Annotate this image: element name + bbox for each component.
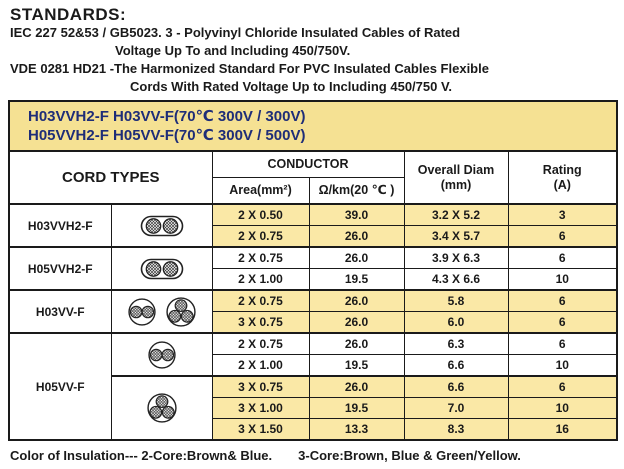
cell-rating: 6 xyxy=(508,333,617,355)
cell-area: 2 X 0.75 xyxy=(212,333,309,355)
cell-ohm: 19.5 xyxy=(309,398,404,419)
round-3core-cable-icon xyxy=(146,392,178,424)
cell-area: 2 X 0.75 xyxy=(212,247,309,269)
cell-area: 2 X 0.75 xyxy=(212,226,309,248)
cell-ohm: 19.5 xyxy=(309,269,404,291)
table-row xyxy=(9,247,617,269)
cell-area: 2 X 1.00 xyxy=(212,269,309,291)
cable-spec-table xyxy=(8,100,618,441)
cell-ohm: 39.0 xyxy=(309,204,404,226)
cell-diam: 6.3 xyxy=(404,333,508,355)
group-icon-cell xyxy=(111,204,212,247)
group-icon-cell xyxy=(111,290,212,333)
flat-twin-2core-cable-icon xyxy=(140,257,184,281)
cell-rating: 6 xyxy=(508,312,617,334)
cell-ohm: 26.0 xyxy=(309,247,404,269)
standard-line-vde: VDE 0281 HD21 -The Harmonized Standard For PVC Insulated Cables Flexible xyxy=(10,61,489,76)
standard-line-iec: IEC 227 52&53 / GB5023. 3 - Polyvinyl Chloride Insulated Cables of Rated xyxy=(10,25,461,40)
title-band xyxy=(9,101,617,151)
header-conductor: CONDUCTOR xyxy=(212,151,404,178)
cell-area: 2 X 0.75 xyxy=(212,290,309,312)
insulation-color-3core: 3-Core:Brown, Blue & Green/Yellow. xyxy=(298,448,521,463)
title-band-line1: H03VVH2-F H03VV-F(70℃ 300V / 300V) xyxy=(28,108,306,125)
group-label-h05vvh2f: H05VVH2-F xyxy=(9,247,111,290)
header-overall-diam xyxy=(404,151,508,204)
group-label-h05vvf: H05VV-F xyxy=(9,333,111,440)
cell-ohm: 26.0 xyxy=(309,290,404,312)
cell-diam: 6.0 xyxy=(404,312,508,334)
group-label-h03vvh2f: H03VVH2-F xyxy=(9,204,111,247)
cell-rating: 3 xyxy=(508,204,617,226)
header-cord-types: CORD TYPES xyxy=(9,151,212,204)
table-row xyxy=(9,290,617,312)
cell-rating: 10 xyxy=(508,269,617,291)
cell-area: 3 X 1.50 xyxy=(212,419,309,441)
round-3core-cable-icon xyxy=(165,296,197,328)
standard-line-vde-cont: Cords With Rated Voltage Up to Including 450/750 V. xyxy=(130,79,453,94)
insulation-color-2core: Color of Insulation--- 2-Core:Brown& Blue. xyxy=(10,448,273,463)
cell-rating: 16 xyxy=(508,419,617,441)
group-icon-cell xyxy=(111,247,212,290)
cell-diam: 7.0 xyxy=(404,398,508,419)
cell-rating: 6 xyxy=(508,290,617,312)
cell-rating: 6 xyxy=(508,376,617,398)
cell-ohm: 19.5 xyxy=(309,355,404,377)
cell-diam: 8.3 xyxy=(404,419,508,441)
title-band-row xyxy=(9,101,617,151)
cell-area: 3 X 1.00 xyxy=(212,398,309,419)
header-row-1 xyxy=(9,151,617,178)
cell-diam: 3.9 X 6.3 xyxy=(404,247,508,269)
cell-diam: 6.6 xyxy=(404,355,508,377)
group-icon-cell xyxy=(111,333,212,376)
cell-diam: 6.6 xyxy=(404,376,508,398)
group-icon-cell xyxy=(111,376,212,440)
flat-twin-2core-cable-icon xyxy=(140,214,184,238)
header-overall-diam-line2: (mm) xyxy=(440,177,472,192)
cell-area: 2 X 1.00 xyxy=(212,355,309,377)
table-row xyxy=(9,333,617,355)
header-rating-line2: (A) xyxy=(553,177,571,192)
standard-line-iec-cont: Voltage Up To and Including 450/750V. xyxy=(115,43,351,58)
title-band-line2: H05VVH2-F H05VV-F(70℃ 300V / 500V) xyxy=(28,127,306,144)
cell-area: 2 X 0.50 xyxy=(212,204,309,226)
round-2core-cable-icon xyxy=(147,340,177,370)
standards-heading: STANDARDS: xyxy=(10,5,127,24)
cell-rating: 6 xyxy=(508,226,617,248)
cell-diam: 3.2 X 5.2 xyxy=(404,204,508,226)
header-area: Area(mm²) xyxy=(212,178,309,205)
cell-ohm: 26.0 xyxy=(309,226,404,248)
cell-ohm: 13.3 xyxy=(309,419,404,441)
cell-rating: 6 xyxy=(508,247,617,269)
round-2core-cable-icon xyxy=(127,297,157,327)
table-row xyxy=(9,204,617,226)
cell-area: 3 X 0.75 xyxy=(212,312,309,334)
header-overall-diam-line1: Overall Diam xyxy=(417,162,495,177)
header-ohm: Ω/km(20 ℃ ) xyxy=(309,178,404,205)
cell-ohm: 26.0 xyxy=(309,376,404,398)
cell-rating: 10 xyxy=(508,355,617,377)
insulation-color-note xyxy=(10,448,624,463)
cell-ohm: 26.0 xyxy=(309,312,404,334)
cell-diam: 5.8 xyxy=(404,290,508,312)
header-rating xyxy=(508,151,617,204)
standards-section xyxy=(0,0,624,96)
group-label-h03vvf: H03VV-F xyxy=(9,290,111,333)
cell-diam: 3.4 X 5.7 xyxy=(404,226,508,248)
cell-ohm: 26.0 xyxy=(309,333,404,355)
cell-rating: 10 xyxy=(508,398,617,419)
cell-area: 3 X 0.75 xyxy=(212,376,309,398)
cell-diam: 4.3 X 6.6 xyxy=(404,269,508,291)
header-rating-line1: Rating xyxy=(542,162,582,177)
